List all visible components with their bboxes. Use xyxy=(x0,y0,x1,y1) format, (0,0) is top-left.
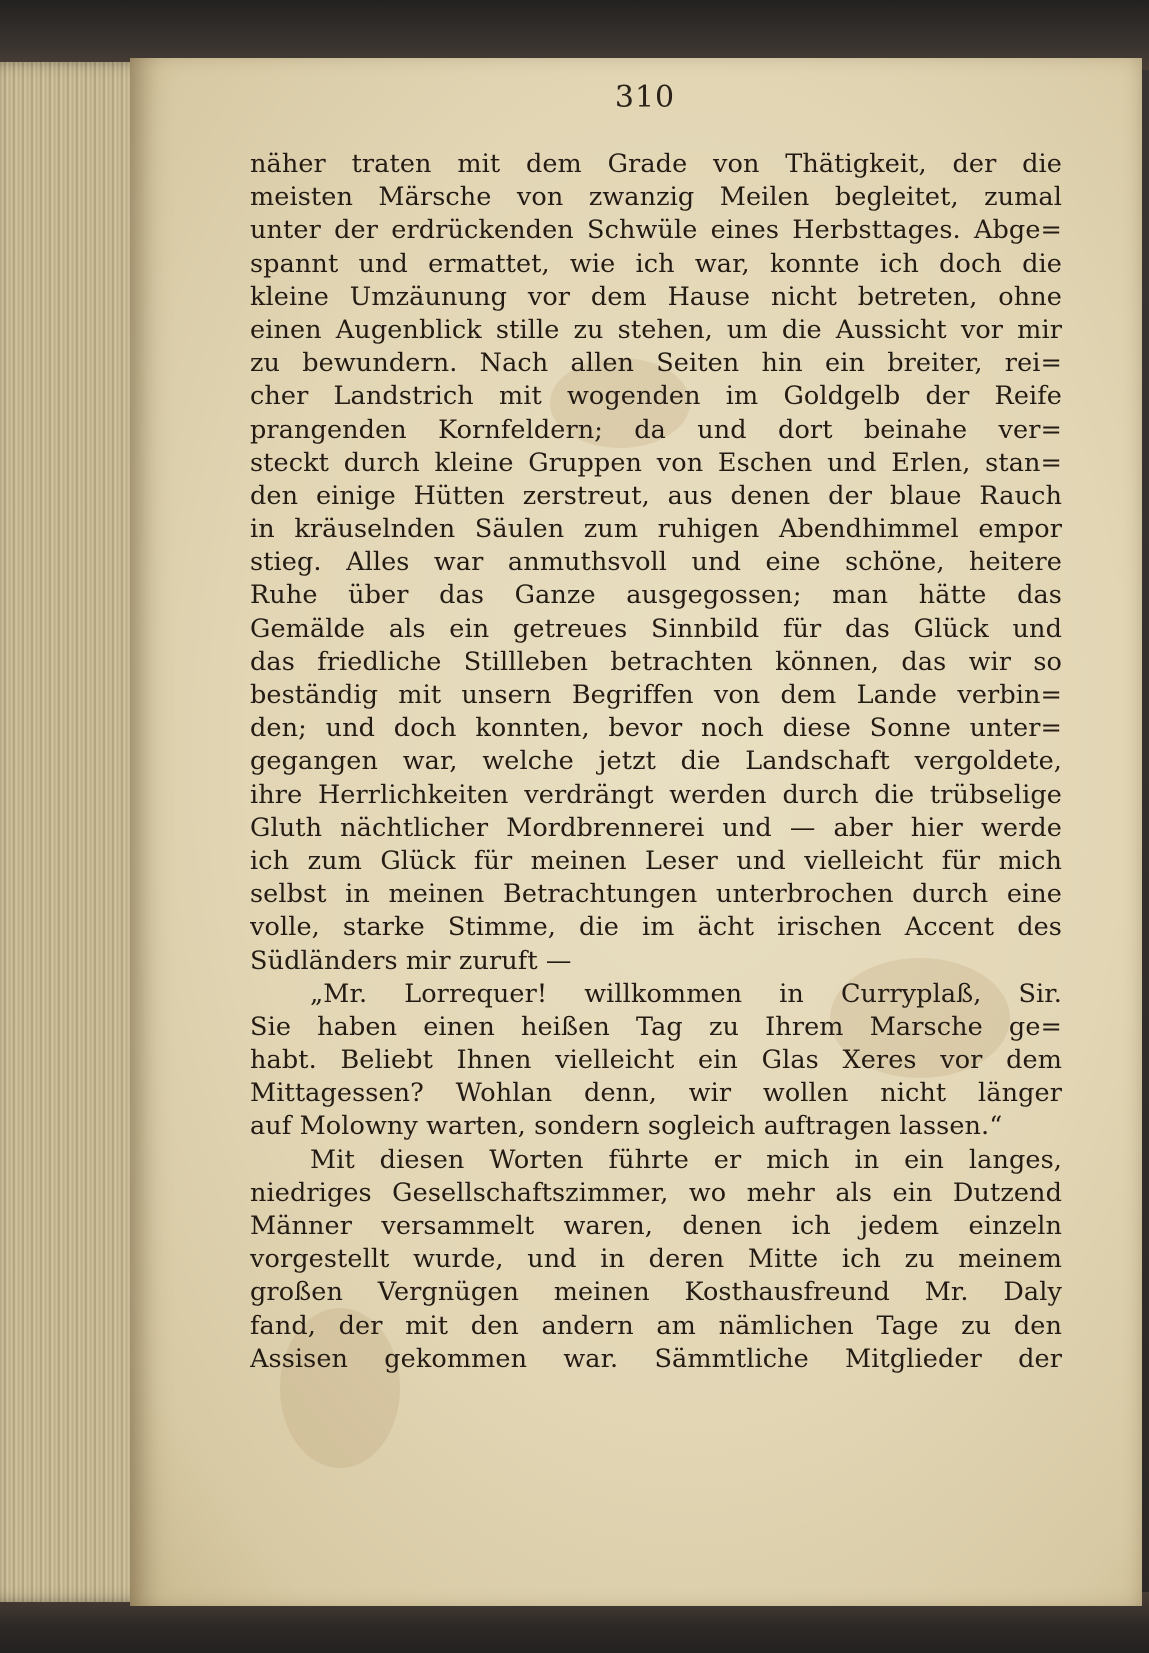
text-line: ich zum Glück für meinen Leser und vielleicht für mich xyxy=(250,845,1062,876)
text-line: steckt durch kleine Gruppen von Eschen und Erlen, stan= xyxy=(250,447,1062,478)
text-line: Sie haben einen heißen Tag zu Ihrem Marsche ge= xyxy=(250,1011,1062,1042)
text-line: das friedliche Stillleben betrachten können, das wir so xyxy=(250,646,1062,677)
text-line: „Mr. Lorrequer! willkommen in Curryplaß, Sir. xyxy=(310,978,1062,1009)
page-number: 310 xyxy=(614,80,676,115)
text-line: vorgestellt wurde, und in deren Mitte ich zu meinem xyxy=(250,1244,1062,1275)
text-line: volle, starke Stimme, die im ächt irischen Accent des xyxy=(250,912,1062,943)
text-line: niedriges Gesellschaftszimmer, wo mehr als ein Dutzend xyxy=(250,1177,1062,1208)
text-line: einen Augenblick stille zu stehen, um die Aussicht vor mir xyxy=(250,314,1062,345)
text-line: stieg. Alles war anmuthsvoll und eine schöne, heitere xyxy=(250,547,1062,578)
text-line: Assisen gekommen war. Sämmtliche Mitglieder der xyxy=(250,1343,1062,1374)
text-line: selbst in meinen Betrachtungen unterbrochen durch eine xyxy=(250,879,1062,910)
text-line: habt. Beliebt Ihnen vielleicht ein Glas Xeres vor dem xyxy=(250,1045,1062,1076)
text-line: den; und doch konnten, bevor noch diese Sonne unter= xyxy=(250,713,1062,744)
text-line: beständig mit unsern Begriffen von dem Lande verbin= xyxy=(250,680,1062,710)
text-line: Südländers mir zuruft — xyxy=(250,945,572,976)
text-line: Ruhe über das Ganze ausgegossen; man hätte das xyxy=(250,580,1062,611)
text-line: spannt und ermattet, wie ich war, konnte ich doch die xyxy=(250,248,1062,279)
text-line: Mit diesen Worten führte er mich in ein langes, xyxy=(310,1144,1062,1175)
text-line: Mittagessen? Wohlan denn, wir wollen nicht länger xyxy=(250,1078,1062,1109)
text-line: großen Vergnügen meinen Kosthausfreund Mr. Daly xyxy=(250,1277,1062,1308)
text-line: gegangen war, welche jetzt die Landschaft vergoldete, xyxy=(250,746,1062,777)
text-line: kleine Umzäunung vor dem Hause nicht betreten, ohne xyxy=(250,281,1062,312)
text-line: Gemälde als ein getreues Sinnbild für das Glück und xyxy=(250,613,1062,644)
text-line: fand, der mit den andern am nämlichen Tage zu den xyxy=(250,1310,1062,1341)
text-line: Gluth nächtlicher Mordbrennerei und — aber hier werde xyxy=(250,812,1062,843)
text-line: prangenden Kornfeldern; da und dort beinahe ver= xyxy=(250,414,1062,445)
text-line: Männer versammelt waren, denen ich jedem einzeln xyxy=(250,1211,1062,1241)
text-line: meisten Märsche von zwanzig Meilen begleitet, zumal xyxy=(250,182,1062,213)
text-line: cher Landstrich mit wogenden im Goldgelb der Reife xyxy=(250,381,1062,412)
text-line: zu bewundern. Nach allen Seiten hin ein breiter, rei= xyxy=(250,348,1062,379)
page-text xyxy=(250,148,1062,1376)
text-line: in kräuselnden Säulen zum ruhigen Abendhimmel empor xyxy=(250,514,1062,545)
text-line: den einige Hütten zerstreut, aus denen der blaue Rauch xyxy=(250,480,1062,511)
text-line: unter der erdrückenden Schwüle eines Herbsttages. Abge= xyxy=(250,215,1062,246)
text-line: näher traten mit dem Grade von Thätigkeit, der die xyxy=(250,149,1062,179)
text-line: auf Molowny warten, sondern sogleich auftragen lassen.“ xyxy=(250,1111,1003,1142)
text-line: ihre Herrlichkeiten verdrängt werden durch die trübselige xyxy=(250,779,1062,810)
